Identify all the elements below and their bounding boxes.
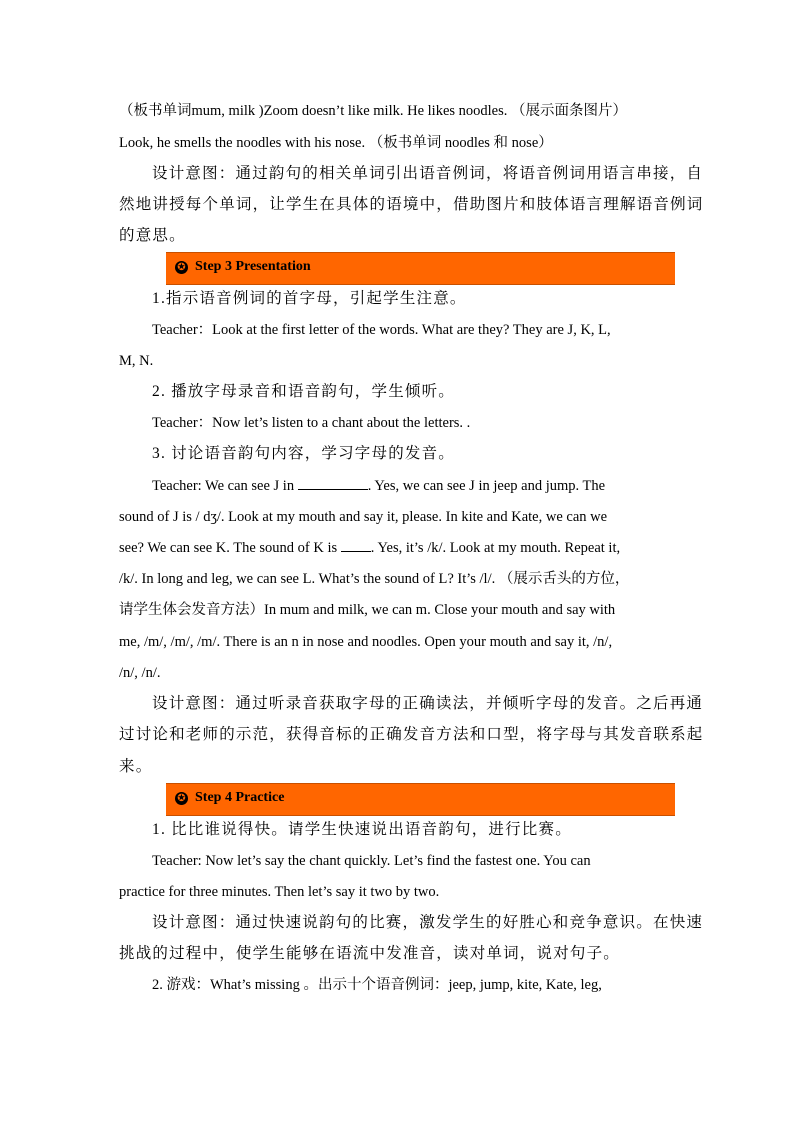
text-line: /n/, /n/. bbox=[119, 665, 161, 681]
fill-in-blank bbox=[341, 538, 371, 552]
text-line: Look, he smells the noodles with his nose. （板书单词 noodles 和 nose） bbox=[119, 135, 553, 151]
text-line: practice for three minutes. Then let’s say it two by two. bbox=[119, 884, 440, 900]
text-line: 2. 游戏：What’s missing 。出示十个语音例词：jeep, jump, kite, Kate, leg, bbox=[152, 977, 602, 993]
text-segment: see? We can see K. The sound of K is bbox=[119, 540, 341, 556]
step-4-heading bbox=[166, 783, 675, 816]
text-line: 过讨论和老师的示范，获得音标的正确发音方法和口型，将字母与其发音联系起 bbox=[119, 726, 704, 743]
step-4-title: Step 4 Practice bbox=[195, 790, 285, 805]
text-line: Teacher：Look at the first letter of the words. What are they? They are J, K, L, bbox=[152, 322, 611, 338]
text-line: （板书单词mum, milk )Zoom doesn’t like milk. He likes noodles. （展示面条图片） bbox=[119, 103, 628, 119]
text-line: M, N. bbox=[119, 353, 154, 369]
star-circle-icon: ✪ bbox=[175, 792, 188, 805]
star-circle-icon: ✪ bbox=[175, 261, 188, 274]
text-line bbox=[152, 476, 712, 496]
step-3-title: Step 3 Presentation bbox=[195, 259, 311, 274]
text-line: 然地讲授每个单词，让学生在具体的语境中，借助图片和肢体语言理解语音例词 bbox=[119, 196, 704, 213]
text-line: 1.指示语音例词的首字母，引起学生注意。 bbox=[152, 290, 467, 307]
text-line: 设计意图：通过听录音获取字母的正确读法，并倾听字母的发音。之后再通 bbox=[152, 695, 704, 712]
text-line: Teacher：Now let’s listen to a chant about the letters. . bbox=[152, 415, 471, 431]
fill-in-blank bbox=[298, 476, 368, 490]
text-line: /k/. In long and leg, we can see L. What’s the sound of L? It’s /l/. （展示舌头的方位， bbox=[119, 571, 630, 587]
text-line: 的意思。 bbox=[119, 227, 186, 244]
text-line: 1. 比比谁说得快。请学生快速说出语音韵句，进行比赛。 bbox=[152, 821, 572, 838]
text-line: me, /m/, /m/, /m/. There is an n in nose and noodles. Open your mouth and say it, /n/, bbox=[119, 634, 613, 650]
text-line: 挑战的过程中，使学生能够在语流中发准音，读对单词，说对句子。 bbox=[119, 945, 621, 962]
text-line: 3. 讨论语音韵句内容，学习字母的发音。 bbox=[152, 445, 456, 462]
text-line: 设计意图：通过快速说韵句的比赛，激发学生的好胜心和竞争意识。在快速 bbox=[152, 914, 704, 931]
text-line: sound of J is / dʒ/. Look at my mouth and say it, please. In kite and Kate, we can we bbox=[119, 509, 608, 525]
text-line: Teacher: Now let’s say the chant quickly. Let’s find the fastest one. You can bbox=[152, 853, 591, 869]
text-line: 设计意图：通过韵句的相关单词引出语音例词，将语音例词用语言串接，自 bbox=[152, 165, 704, 182]
text-segment: . Yes, it’s /k/. Look at my mouth. Repeat it, bbox=[370, 540, 621, 556]
text-line: 请学生体会发音方法）In mum and milk, we can m. Close your mouth and say with bbox=[119, 602, 616, 618]
text-line bbox=[119, 538, 679, 558]
text-segment: . Yes, we can see J in jeep and jump. The bbox=[367, 478, 606, 494]
text-line: 来。 bbox=[119, 758, 153, 775]
step-3-heading bbox=[166, 252, 675, 285]
text-segment: Teacher: We can see J in bbox=[152, 478, 298, 494]
text-line: 2. 播放字母录音和语音韵句，学生倾听。 bbox=[152, 383, 456, 400]
